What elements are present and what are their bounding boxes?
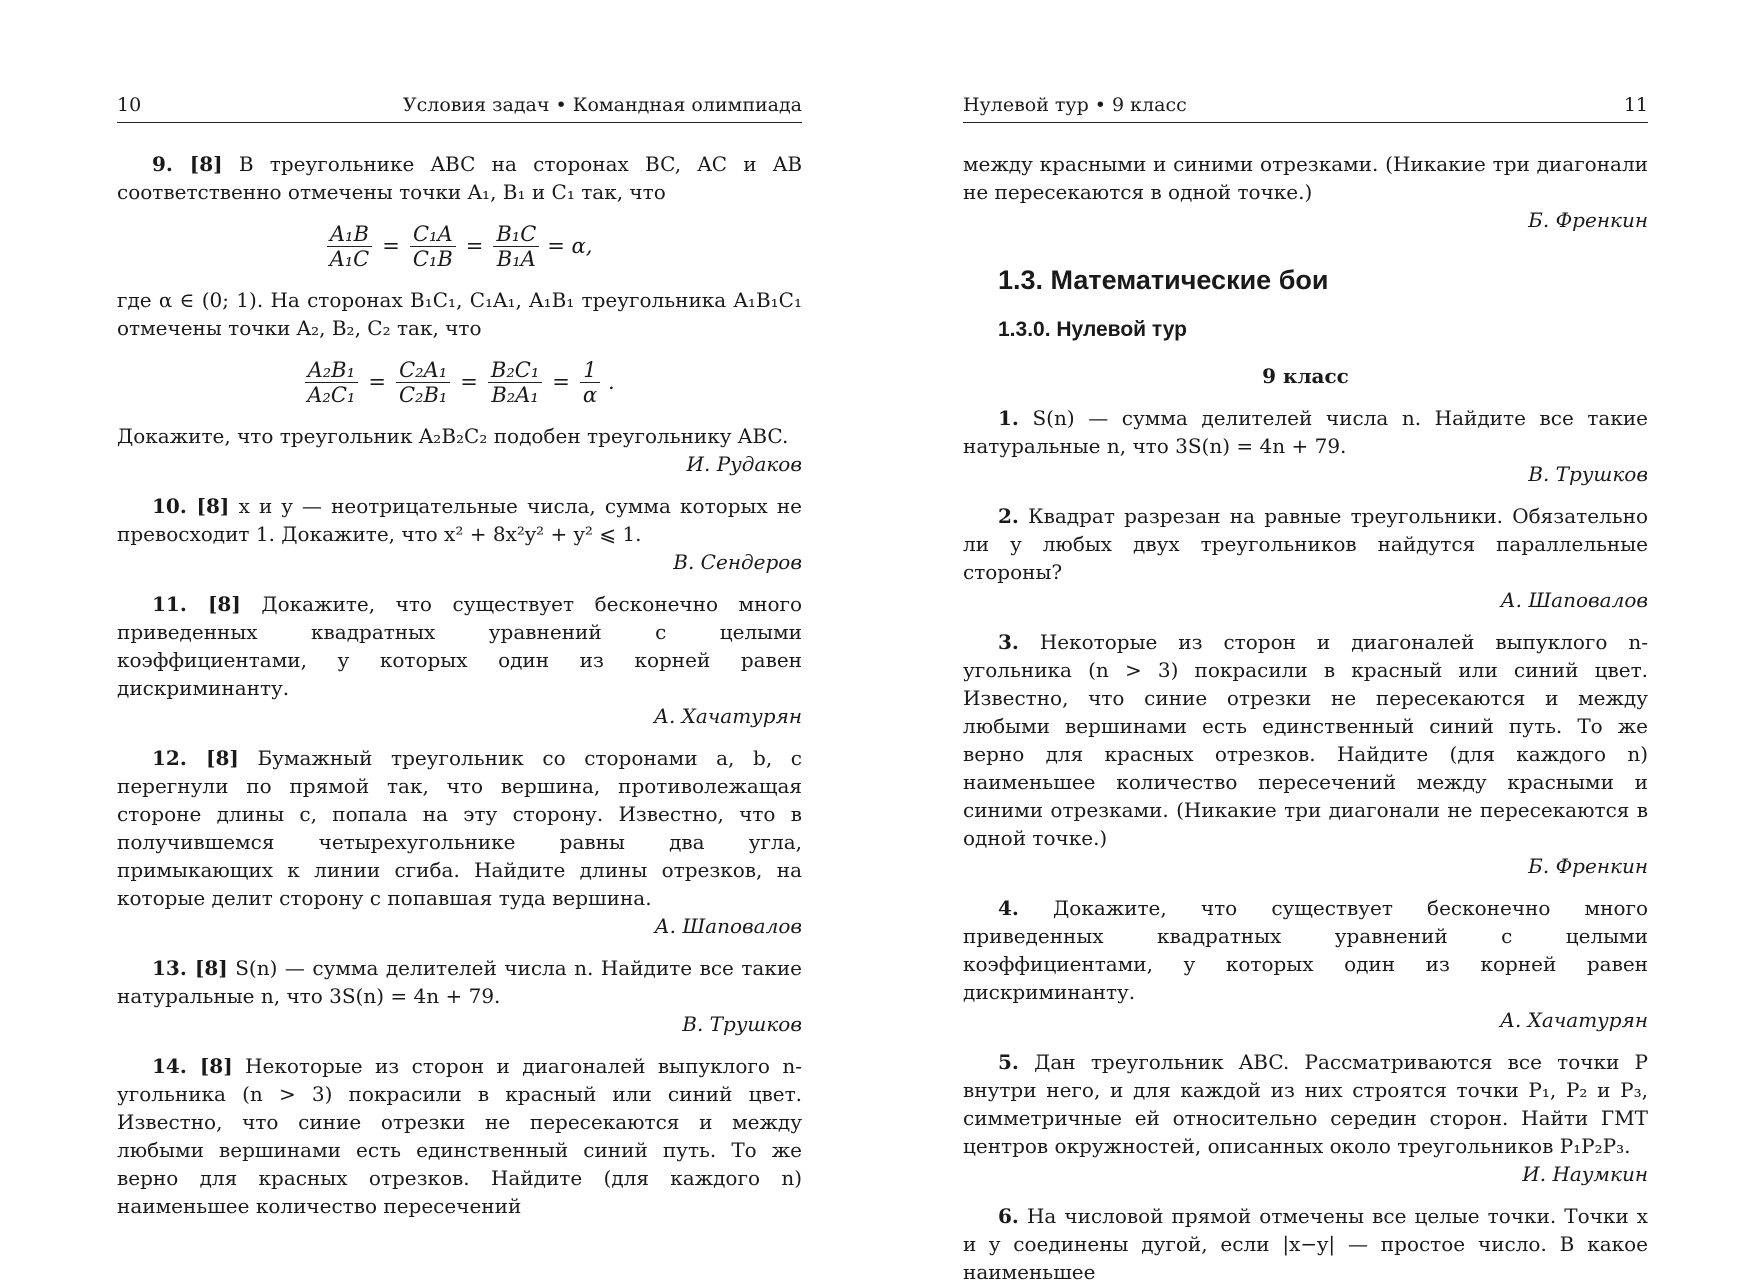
- numerator: A₁B: [327, 222, 372, 247]
- page-body: [963, 150, 1648, 1286]
- author: В. Трушков: [1528, 462, 1648, 486]
- problem-text: Докажите, что существует бесконечно много приведенных квадратных уравнений с целыми коэффициентами, у которых один из корней равен дискриминанту.: [117, 592, 803, 700]
- page-body: [117, 150, 802, 1220]
- author: И. Наумкин: [1522, 1162, 1648, 1186]
- formula: $\frac{\text{A₂B₁}}{\text{A₂C₁}}$ = $\frac{\text{C₂A₁}}{\text{C₂B₁}}$ = $\frac{\text{B₂C₁}}{\text{B₂A₁}}$ = $\frac{1}{\alpha}$ .: [117, 352, 802, 412]
- problem-label: 13. [8]: [152, 956, 228, 980]
- problem-text: В треугольнике ABC на сторонах BC, AC и AB соответственно отмечены точки A₁, B₁ и C₁ так, что: [117, 152, 803, 204]
- problem-14: [117, 1052, 802, 1220]
- denominator: C₂B₁: [398, 382, 448, 407]
- problem-13: [117, 954, 802, 1010]
- denominator: C₁B: [412, 246, 453, 271]
- author: И. Рудаков: [686, 452, 802, 476]
- author: В. Трушков: [682, 1012, 802, 1036]
- problem-10: [117, 492, 802, 548]
- problem-label: 4.: [998, 896, 1019, 920]
- formula-tail: = α,: [547, 234, 593, 258]
- author: А. Шаповалов: [654, 914, 802, 938]
- running-title: Условия задач • Командная олимпиада: [402, 94, 802, 116]
- formula: $\frac{\text{A₁B}}{\text{A₁C}}$ = $\frac{\text{C₁A}}{\text{C₁B}}$ = $\frac{\text{B₁C}}{\text{B₁A}}$ = α,: [117, 216, 802, 276]
- problem-text: где α ∈ (0; 1). На сторонах B₁C₁, C₁A₁, A₁B₁ треугольника A₁B₁C₁ отмечены точки A₂, B₂, C₂ так, что: [117, 288, 802, 340]
- problem-text: Докажите, что существует бесконечно много приведенных квадратных уравнений с целыми коэффициентами, у которых один из корней равен дискриминанту.: [963, 896, 1649, 1004]
- formula-tail: .: [608, 370, 615, 394]
- problem-6: [963, 1202, 1648, 1286]
- numerator: B₁C: [493, 222, 539, 247]
- problem-4: [963, 894, 1648, 1006]
- page-number: 10: [117, 94, 142, 116]
- problem-label: 10. [8]: [152, 494, 230, 518]
- author: Б. Френкин: [1528, 854, 1648, 878]
- author: Б. Френкин: [1528, 208, 1648, 232]
- continued-text: между красными и синими отрезками. (Никакие три диагонали не пересекаются в одной точке.): [963, 152, 1648, 204]
- problem-text: Дан треугольник ABC. Рассматриваются все точки P внутри него, и для каждой из них строятся точки P₁, P₂ и P₃, симметричные ей относительно середин сторон. Найти ГМТ центров окружностей, описанных около треугольников P₁P₂P₃.: [963, 1050, 1649, 1158]
- problem-label: 11. [8]: [152, 592, 241, 616]
- problem-label: 3.: [998, 630, 1019, 654]
- running-title: Нулевой тур • 9 класс: [963, 94, 1187, 116]
- problem-label: 1.: [998, 406, 1019, 430]
- numerator: B₂C₁: [488, 358, 542, 383]
- problem-5: [963, 1048, 1648, 1160]
- problem-9: [117, 150, 802, 206]
- problem-text: Некоторые из сторон и диагоналей выпуклого n-угольника (n > 3) покрасили в красный или синий цвет. Известно, что синие отрезки не пересекаются и между любыми вершинами есть единственный синий путь. То же верно для красных отрезков. Найдите (для каждого n) наименьшее количество пересечений: [117, 1054, 802, 1218]
- problem-text: x и y — неотрицательные числа, сумма которых не превосходит 1. Докажите, что x² + 8x²y² + y² ⩽ 1.: [117, 494, 803, 546]
- running-head: [963, 94, 1648, 123]
- problem-label: 14. [8]: [152, 1054, 233, 1078]
- running-head: [117, 94, 802, 123]
- numerator: C₂A₁: [396, 358, 450, 383]
- problem-label: 9. [8]: [152, 152, 223, 176]
- problem-text: Докажите, что треугольник A₂B₂C₂ подобен треугольнику ABC.: [117, 424, 789, 448]
- problem-text: Квадрат разрезан на равные треугольники. Обязательно ли у любых двух треугольников найдутся параллельные стороны?: [963, 504, 1648, 584]
- author: А. Хачатурян: [653, 704, 802, 728]
- problem-3: [963, 628, 1648, 852]
- problem-label: 2.: [998, 504, 1019, 528]
- denominator: B₁A: [496, 246, 536, 271]
- denominator: B₂A₁: [491, 382, 539, 407]
- numerator: 1: [580, 358, 599, 383]
- problem-text: S(n) — сумма делителей числа n. Найдите все такие натуральные n, что 3S(n) = 4n + 79.: [117, 956, 803, 1008]
- problem-2: [963, 502, 1648, 586]
- problem-12: [117, 744, 802, 912]
- denominator: A₂C₁: [307, 382, 356, 407]
- problem-11: [117, 590, 802, 702]
- problem-label: 6.: [998, 1204, 1019, 1228]
- problem-text: Некоторые из сторон и диагоналей выпуклого n-угольника (n > 3) покрасили в красный или синий цвет. Известно, что синие отрезки не пересекаются и между любыми вершинами есть единственный синий путь. То же верно для красных отрезков. Найдите (для каждого n) наименьшее количество пересечений между красными и синими отрезками. (Никакие три диагонали не пересекаются в одной точке.): [963, 630, 1649, 850]
- numerator: C₁A: [410, 222, 456, 247]
- grade-heading: 9 класс: [1262, 364, 1349, 388]
- denominator: α: [582, 382, 598, 407]
- problem-text: S(n) — сумма делителей числа n. Найдите все такие натуральные n, что 3S(n) = 4n + 79.: [963, 406, 1648, 458]
- section-heading: 1.3. Математические бои: [998, 265, 1329, 295]
- author: А. Шаповалов: [1500, 588, 1648, 612]
- problem-label: 5.: [998, 1050, 1019, 1074]
- problem-text: Бумажный треугольник со сторонами a, b, c перегнули по прямой так, что вершина, противолежащая стороне длины c, попала на эту сторону. Известно, что в получившемся четырехугольнике равны два угла, примыкающих к линии сгиба. Найдите длины отрезков, на которые делит сторону c попавшая туда вершина.: [117, 746, 802, 910]
- author: А. Хачатурян: [1499, 1008, 1648, 1032]
- problem-1: [963, 404, 1648, 460]
- denominator: A₁C: [329, 246, 370, 271]
- problem-label: 12. [8]: [152, 746, 239, 770]
- subsection-heading: 1.3.0. Нулевой тур: [998, 318, 1187, 341]
- numerator: A₂B₁: [305, 358, 358, 383]
- problem-text: На числовой прямой отмечены все целые точки. Точки x и y соединены дугой, если |x−y| — простое число. В какое наименьшее: [963, 1204, 1649, 1284]
- page-number: 11: [1623, 94, 1648, 116]
- author: В. Сендеров: [673, 550, 802, 574]
